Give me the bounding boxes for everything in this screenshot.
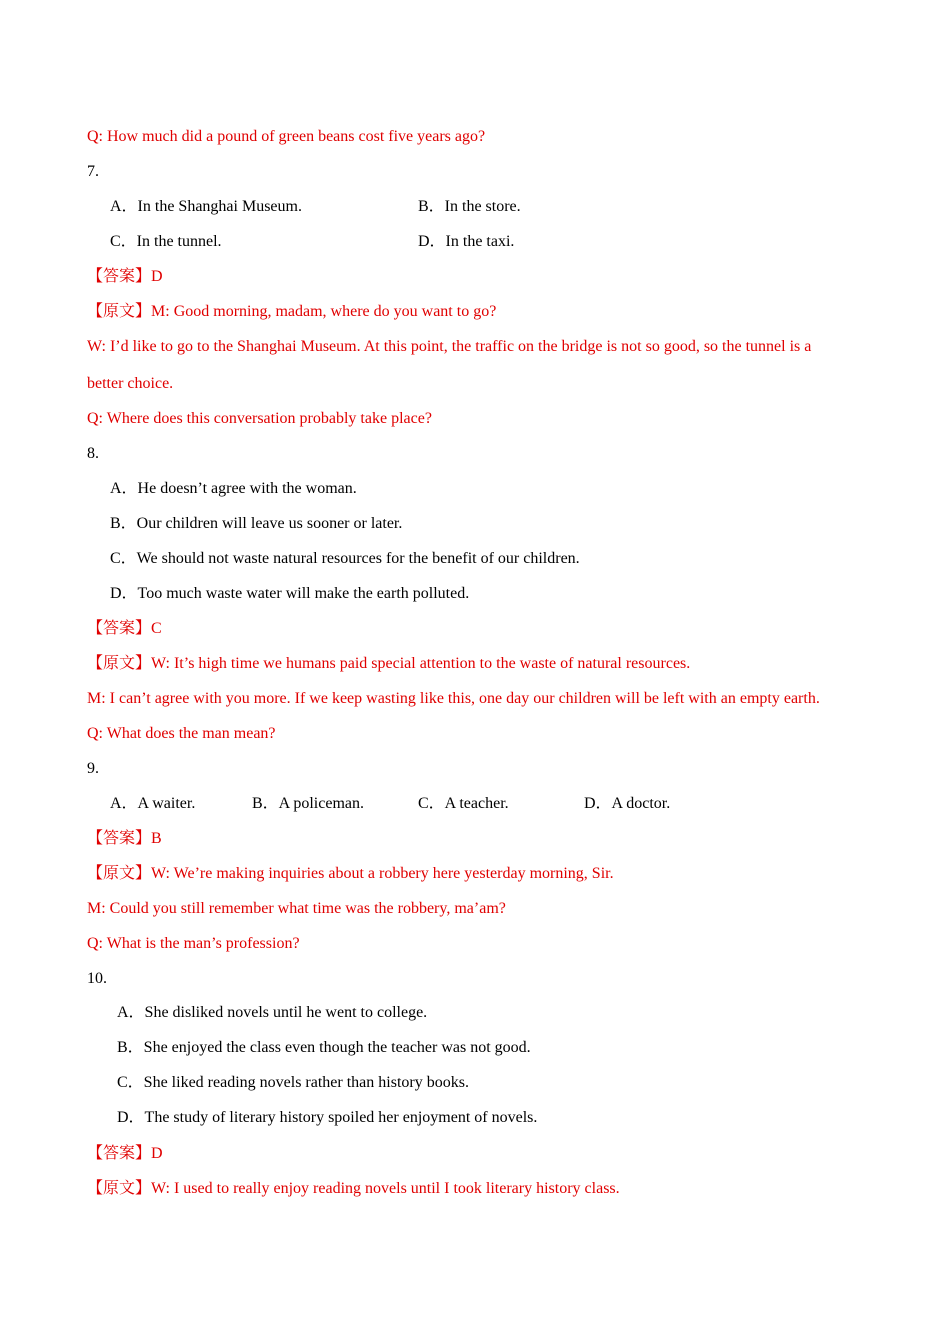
- q8-option-d: D．Too much waste water will make the earth polluted.: [110, 585, 470, 602]
- q9-answer: [87, 829, 162, 849]
- q10-option-c: C．She liked reading novels rather than history books.: [117, 1074, 469, 1091]
- answer-tag: 【答案】: [87, 830, 152, 847]
- answer-letter: D: [151, 268, 163, 285]
- q8-script-line: M: I can’t agree with you more. If we keep wasting like this, one day our children will be left with an empty earth.: [87, 690, 820, 707]
- q7-option-d: D．In the taxi.: [418, 233, 515, 250]
- script-tag: 【原文】: [87, 1180, 152, 1197]
- q8-number: 8.: [87, 445, 99, 462]
- q9-option-b: B．A policeman.: [252, 795, 364, 812]
- q8-option-a: A．He doesn’t agree with the woman.: [110, 480, 357, 497]
- q10-number: 10.: [87, 970, 107, 987]
- q8-answer: [87, 619, 162, 639]
- answer-tag: 【答案】: [87, 268, 152, 285]
- script-tag: 【原文】: [87, 303, 152, 320]
- q7-option-a: A．In the Shanghai Museum.: [110, 198, 302, 215]
- q7-option-c: C．In the tunnel.: [110, 233, 222, 250]
- q7-answer: [87, 267, 163, 287]
- q8-script-line: [87, 654, 690, 674]
- q8-option-b: B．Our children will leave us sooner or later.: [110, 515, 403, 532]
- q9-option-d: D．A doctor.: [584, 795, 671, 812]
- q9-option-c: C．A teacher.: [418, 795, 509, 812]
- answer-letter: B: [151, 830, 162, 847]
- answer-tag: 【答案】: [87, 620, 152, 637]
- q7-question: Q: Where does this conversation probably take place?: [87, 410, 432, 427]
- q7-option-b: B．In the store.: [418, 198, 521, 215]
- q6-question: Q: How much did a pound of green beans cost five years ago?: [87, 128, 486, 145]
- q7-script-line: [87, 302, 496, 322]
- q10-option-d: D．The study of literary history spoiled her enjoyment of novels.: [117, 1109, 538, 1126]
- q10-script-line: [87, 1179, 620, 1199]
- q7-number: 7.: [87, 163, 99, 180]
- script-tag: 【原文】: [87, 655, 152, 672]
- q10-answer: [87, 1144, 163, 1164]
- script-text: W: We’re making inquiries about a robbery here yesterday morning, Sir.: [151, 865, 614, 882]
- q10-option-b: B．She enjoyed the class even though the teacher was not good.: [117, 1039, 531, 1056]
- script-text: W: It’s high time we humans paid special attention to the waste of natural resources.: [151, 655, 691, 672]
- q9-question: Q: What is the man’s profession?: [87, 935, 300, 952]
- answer-letter: D: [151, 1145, 163, 1162]
- answer-letter: C: [151, 620, 162, 637]
- answer-tag: 【答案】: [87, 1145, 152, 1162]
- script-text: M: Good morning, madam, where do you want to go?: [151, 303, 497, 320]
- q9-script-line: M: Could you still remember what time was the robbery, ma’am?: [87, 900, 506, 917]
- q8-option-c: C．We should not waste natural resources for the benefit of our children.: [110, 550, 580, 567]
- q8-question: Q: What does the man mean?: [87, 725, 276, 742]
- q9-script-line: [87, 864, 614, 884]
- q7-script-line: better choice.: [87, 375, 174, 392]
- script-tag: 【原文】: [87, 865, 152, 882]
- script-text: W: I used to really enjoy reading novels until I took literary history class.: [151, 1180, 620, 1197]
- q9-option-a: A．A waiter.: [110, 795, 196, 812]
- q9-number: 9.: [87, 760, 99, 777]
- q7-script-line: W: I’d like to go to the Shanghai Museum. At this point, the traffic on the bridge is not so good, so the tunnel is a: [87, 338, 812, 355]
- q10-option-a: A．She disliked novels until he went to college.: [117, 1004, 428, 1021]
